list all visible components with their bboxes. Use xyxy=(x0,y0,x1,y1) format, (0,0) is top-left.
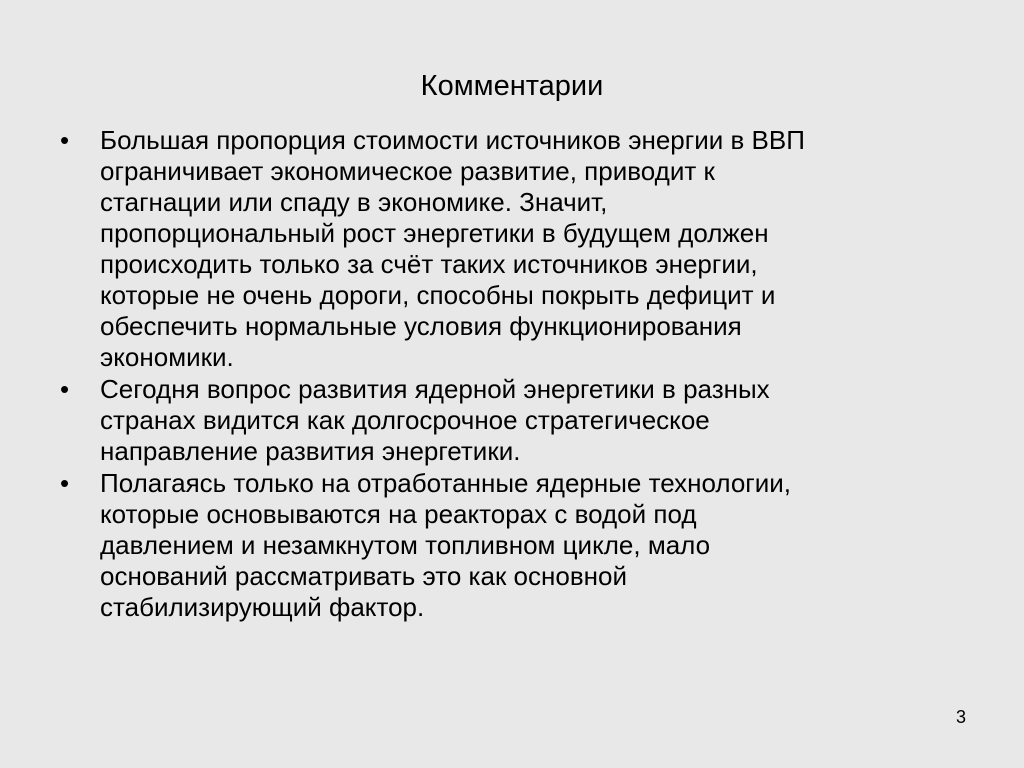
bullet-text: Сегодня вопрос развития ядерной энергетики в разных странах видится как долгосрочное стратегическое направление развития энергетики. xyxy=(100,374,770,466)
bullet-text: Полагаясь только на отработанные ядерные технологии, которые основываются на реакторах с водой под давлением и незамкнутом топливном цикле, мало оснований рассматривать это как основной стабилизирующий фактор. xyxy=(100,468,792,622)
bullet-text: Большая пропорция стоимости источников энергии в ВВП ограничивает экономическое развитие, приводит к стагнации или спаду в экономике. Значит, пропорциональный рост энергетики в будущем должен происходить только за счёт таких источников энергии, которые не очень дороги, способны покрыть дефицит и обеспечить нормальные условия функционирования экономики. xyxy=(100,125,805,372)
bullet-marker: • xyxy=(60,374,70,404)
bullet-marker: • xyxy=(60,125,70,155)
slide-title: Комментарии xyxy=(420,70,604,102)
page-number: 3 xyxy=(955,707,966,727)
bullet-marker: • xyxy=(60,468,70,498)
bullet-item-nuclear-strategy xyxy=(0,374,1024,467)
bullet-item-energy-cost xyxy=(0,125,1024,373)
bullet-list xyxy=(0,125,1024,624)
bullet-item-reactor-technology xyxy=(0,468,1024,623)
